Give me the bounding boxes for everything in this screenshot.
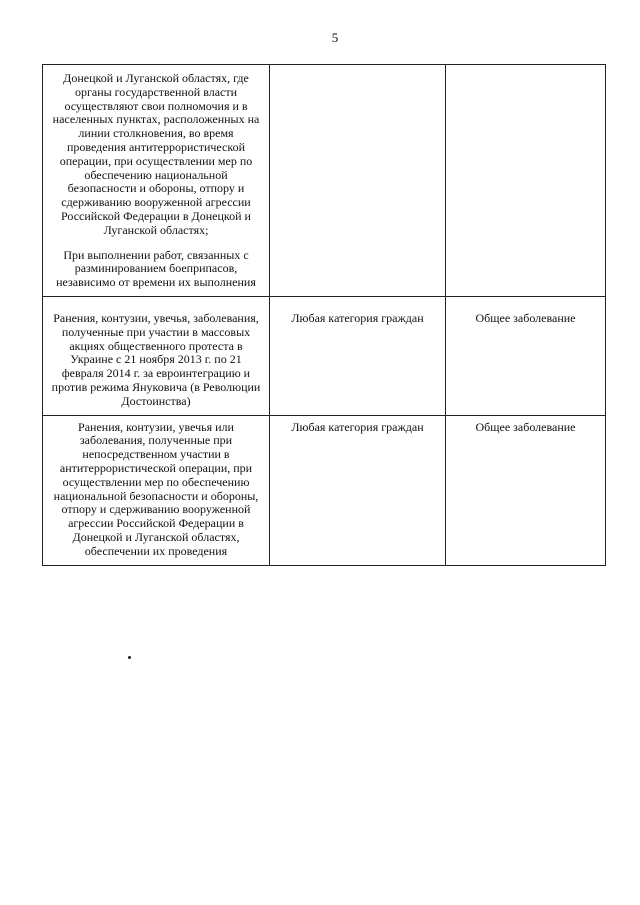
table-row xyxy=(43,415,606,565)
benefits-table xyxy=(42,64,606,566)
page-number: 5 xyxy=(331,30,339,45)
cause-cell xyxy=(43,296,270,415)
illness-cell: Общее заболевание xyxy=(446,296,606,415)
category-cell xyxy=(270,65,446,297)
cause-cell xyxy=(43,415,270,565)
cause-paragraph: Ранения, контузии, увечья или заболевания, полученные при непосредственном участии в антитеррористической операции, при осуществлении мер по обеспечению национальной безопасности и обороны, отпору и сдерживанию вооруженной агрессии Российской Федерации в Донецкой и Луганской областях, обеспечении их проведения xyxy=(53,419,259,558)
cause-paragraph: При выполнении работ, связанных с разминированием боеприпасов, независимо от времени их выполнения xyxy=(56,247,256,290)
illness-cell xyxy=(446,65,606,297)
cause-paragraph: Донецкой и Луганской областях, где органы государственной власти осуществляют свои полномочия и в населенных пунктах, расположенных на линии столкновения, во время проведения антитеррористической операции, при осуществлении мер по обеспечению национальной безопасности и обороны, отпору и сдерживанию вооруженной агрессии Российской Федерации в Донецкой и Луганской областях; xyxy=(52,71,260,237)
category-cell: Любая категория граждан xyxy=(270,415,446,565)
cause-paragraph: Ранения, контузии, увечья, заболевания, полученные при участии в массовых акциях общественного протеста в Украине с 21 ноября 2013 г. по 21 февраля 2014 г. за евроинтеграцию и против режима Януковича (в Революции Достоинства) xyxy=(51,310,261,408)
scan-speck xyxy=(128,656,131,659)
category-cell: Любая категория граждан xyxy=(270,296,446,415)
table-row xyxy=(43,296,606,415)
cause-cell xyxy=(43,65,270,297)
table-row xyxy=(43,65,606,297)
illness-cell: Общее заболевание xyxy=(446,415,606,565)
